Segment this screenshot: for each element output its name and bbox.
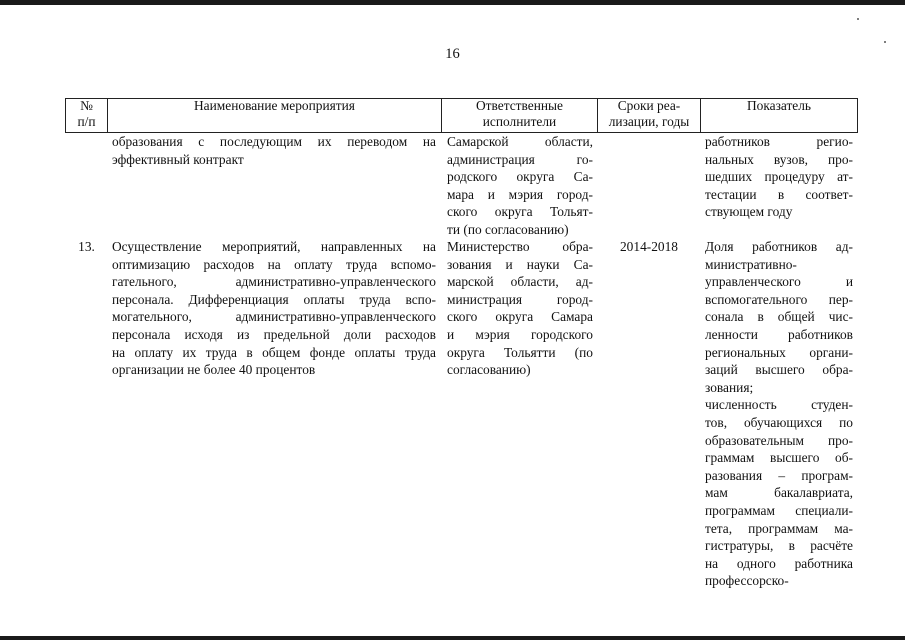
page-number: 16 <box>445 46 460 62</box>
scan-speck <box>857 18 859 20</box>
scan-edge-bottom <box>0 636 905 640</box>
event-name: Осуществление мероприятий, направленных на оптимизацию расходов на оплату труда вспомо- гательного, административно-управленческого персонала. Дифференциация оплаты труда вспо- могательного, административно-управленческого персонала исходя из предельной доли расходов на оплату их труда в общем фонде оплаты труда организации не более 40 процентов <box>112 239 436 378</box>
row-number: 13. <box>78 239 95 254</box>
header-number: № п/п <box>77 98 96 129</box>
continuation-responsible: Самарской области, администрация го- родского округа Са- мара и мэрия город- ского округа Тольят- ти (по согласованию) <box>447 134 593 237</box>
header-period: Сроки реа- лизации, годы <box>608 98 690 129</box>
scan-speck <box>884 41 886 43</box>
header-event-name: Наименование мероприятия <box>194 98 355 113</box>
implementation-period: 2014-2018 <box>619 239 679 254</box>
header-responsible: Ответственные исполнители <box>476 98 563 129</box>
header-indicator: Показатель <box>746 98 812 113</box>
indicator: Доля работников ад- министративно- управленческого и вспомогательного пер- сонала в общей чис- ленности работников региональных органи- заций высшего обра- зования; численность студен- тов, обучающихся по образовательным про- граммам высшего об- разования – програм- мам бакалавриата, программам специали- тета, программам ма- гистратуры, в расчёте на одного работника профессорско- <box>705 239 853 589</box>
continuation-event-name: образования с последующим их переводом на эффективный контракт <box>112 134 436 167</box>
column-divider <box>857 98 858 132</box>
scan-edge-top <box>0 0 905 5</box>
responsible-executors: Министерство обра- зования и науки Са- марской области, ад- министрация город- ского округа Самара и мэрия городского округа Тольятти (по согласованию) <box>447 239 593 378</box>
continuation-indicator: работников регио- нальных вузов, про- шедших процедуру ат- тестации в соответ- ствующем году <box>705 134 853 220</box>
